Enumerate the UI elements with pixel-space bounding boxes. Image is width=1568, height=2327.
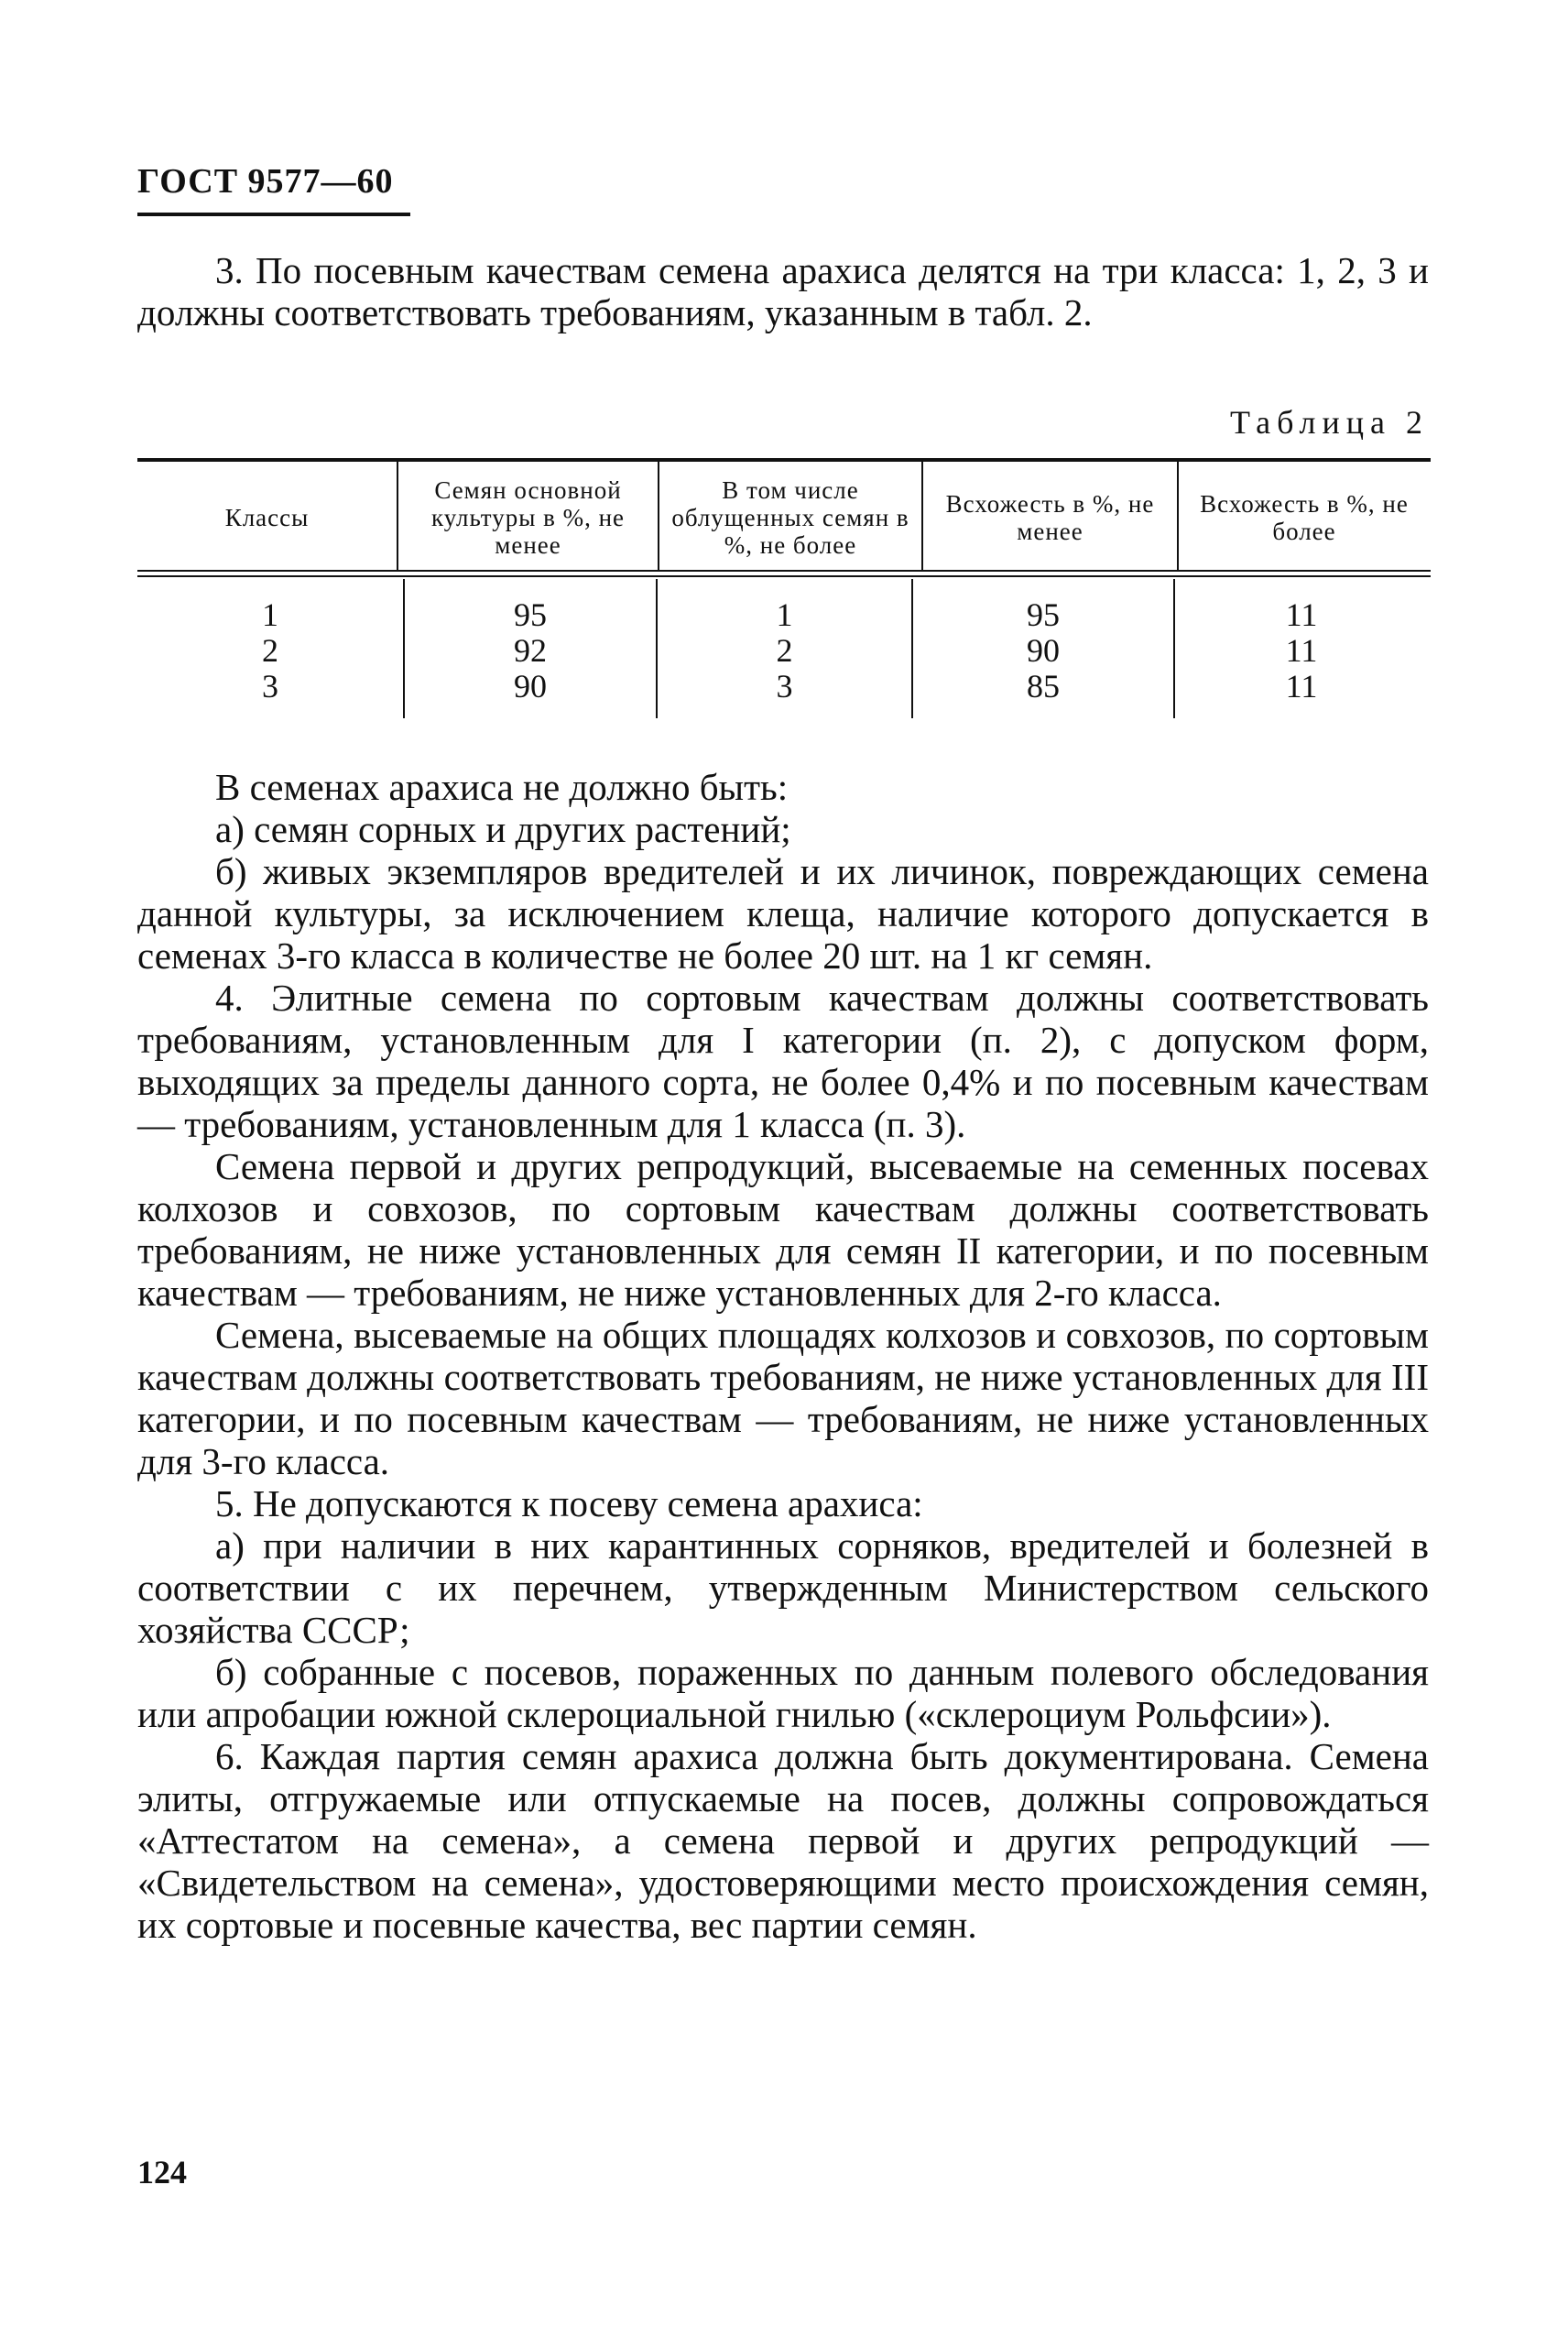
header-underline bbox=[137, 213, 410, 216]
table-cell: 11 bbox=[1285, 632, 1318, 669]
paragraph: б) собранные с посевов, пораженных по данным полевого обследования или апробации южной склероциальной гнилью («склероциум Рольфсии»). bbox=[137, 1651, 1429, 1735]
table-cell: 92 bbox=[514, 632, 547, 669]
paragraph: В семенах арахиса не должно быть: bbox=[215, 766, 789, 808]
table-vline bbox=[921, 462, 923, 570]
table-cell: 90 bbox=[1027, 632, 1060, 669]
table-caption: Таблица 2 bbox=[1230, 404, 1429, 441]
table-header-rule-1 bbox=[137, 570, 1431, 572]
paragraph: б) живых экземпляров вредителей и их личинок, повреждающих семена данной культуры, за исключением клеща, наличие которого допускается в семенах 3-го класса в количестве не более 20 шт. на 1 кг семян. bbox=[137, 850, 1429, 977]
table-column-hulled-seeds bbox=[658, 597, 911, 705]
table-column-main-seeds bbox=[405, 597, 656, 705]
table-cell: 2 bbox=[262, 632, 278, 669]
paragraph: 6. Каждая партия семян арахиса должна быть документирована. Семена элиты, отгружаемые или отпускаемые на посев, должны сопровождаться «Аттестатом на семена», а семена первой и других репродукций — «Свидетельством на семена», удостоверяющими место происхождения семян, их сортовые и посевные качества, вес партии семян. bbox=[137, 1735, 1429, 1946]
paragraph: Семена, высеваемые на общих площадях колхозов и совхозов, по сортовым качествам должны соответствовать требованиям, не ниже установленных для III категории, и по посевным качествам — требованиям, не ниже установленных для 3-го класса. bbox=[137, 1314, 1429, 1482]
table-top-rule bbox=[137, 458, 1431, 462]
table-cell: 2 bbox=[776, 632, 793, 669]
table-cell: 1 bbox=[776, 596, 793, 633]
table-header-hulled-seeds: В том числе облущенных семян в %, не более bbox=[671, 476, 909, 559]
table-vline bbox=[658, 462, 659, 570]
table-vline bbox=[1177, 462, 1179, 570]
table-cell: 85 bbox=[1027, 668, 1060, 705]
paragraph: Семена первой и других репродукций, высеваемые на семенных посевах колхозов и совхозов, по сортовым качествам должны соответствовать требованиям, не ниже установленных для семян II категории, и по посевным качествам — требованиям, не ниже установленных для 2-го класса. bbox=[137, 1145, 1429, 1314]
page-number: 124 bbox=[137, 2154, 187, 2190]
table-vline bbox=[397, 462, 398, 570]
paragraph: а) семян сорных и других растений; bbox=[215, 808, 791, 850]
table-column-germination-min bbox=[913, 597, 1173, 705]
paragraph: а) при наличии в них карантинных сорняков, вредителей и болезней в соответствии с их перечнем, утвержденным Министерством сельского хозяйства СССР; bbox=[137, 1524, 1429, 1651]
table-header-rule-2 bbox=[137, 575, 1431, 577]
table-cell: 3 bbox=[776, 668, 793, 705]
table-cell: 3 bbox=[262, 668, 278, 705]
paragraph: 4. Элитные семена по сортовым качествам должны соответствовать требованиям, установленным для I категории (п. 2), с допуском форм, выходящих за пределы данного сорта, не более 0,4% и по посевным качествам — требованиям, установленным для 1 класса (п. 3). bbox=[137, 977, 1429, 1145]
table-cell: 95 bbox=[514, 596, 547, 633]
table-cell: 11 bbox=[1285, 668, 1318, 705]
table-cell: 90 bbox=[514, 668, 547, 705]
table-header-main-seeds: Семян основной культуры в %, не менее bbox=[430, 476, 626, 559]
table-cell: 11 bbox=[1285, 596, 1318, 633]
table-cell: 95 bbox=[1027, 596, 1060, 633]
table-header-germination-max: Всхожесть в %, не более bbox=[1200, 490, 1409, 545]
paragraph: 5. Не допускаются к посеву семена арахиса: bbox=[215, 1482, 923, 1524]
table-column-classes bbox=[137, 597, 403, 705]
table-column-germination-max bbox=[1175, 597, 1428, 705]
table-header-germination-min: Всхожесть в %, не менее bbox=[945, 490, 1155, 545]
table-cell: 1 bbox=[262, 596, 278, 633]
intro-block bbox=[137, 249, 1429, 333]
table-header-classes: Классы bbox=[224, 504, 310, 531]
document-header: ГОСТ 9577—60 bbox=[137, 162, 394, 201]
intro-paragraph: 3. По посевным качествам семена арахиса делятся на три класса: 1, 2, 3 и должны соответствовать требованиям, указанным в табл. 2. bbox=[137, 249, 1429, 333]
body-text bbox=[137, 766, 1429, 1946]
